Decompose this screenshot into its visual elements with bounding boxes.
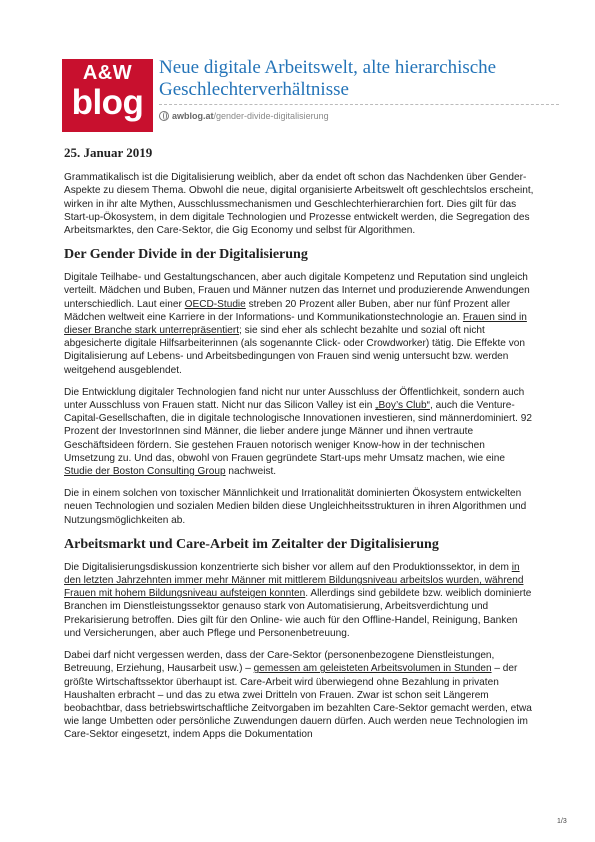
paragraph: Dabei darf nicht vergessen werden, dass der Care-Sektor (personenbezogene Dienstleistungen, Betreuung, Erziehung, Hausarbeit usw.) – gemessen am geleisteten Arbeitsvolumen in Stunden – der größte Wirtschaftssektor überhaupt ist. Care-Arbeit wird überwiegend ohne Bezahlung in privaten Haushalten erbracht – und das zu etwa zwei Dritteln von Frauen. Zwar ist schon seit Längerem beobachtbar, dass betriebswirtschaftliche Zeitvorgaben im bezahlten Care-Sektor gemacht werden, etwa wie lange Umbetten oder persönliche Zuwendungen dauern dürfen. Auch werden neue Technologien im Care-Sektor eingesetzt, indem Apps die Dokumentation xyxy=(64,650,532,741)
logo-line-1: A&W xyxy=(82,62,133,84)
link-frauen-unterrepraesentiert[interactable]: Frauen sind in dieser Branche stark unterrepräsentiert xyxy=(64,311,527,337)
link-boston-consulting-study[interactable]: Studie der Boston Consulting Group xyxy=(64,466,226,478)
header-divider xyxy=(159,104,559,105)
link-oecd-studie[interactable]: OECD-Studie xyxy=(184,298,246,310)
url-path: /gender-divide-digitalisierung xyxy=(213,111,329,121)
source-url[interactable] xyxy=(159,111,329,121)
paragraph: Die Digitalisierungsdiskussion konzentrierte sich bisher vor allem auf den Produktionssektor, in dem in den letzten Jahrzehnten immer mehr Männer mit mittlerem Bildungsniveau arbeitslos wurden, während Frauen mit hohem Bildungsniveau aufsteigen konnten. Allerdings sind gebildete bzw. weiblich dominierte Branchen im Dienstleistungssektor genauso stark von Automatisierung, Arbeitsverdichtung und Prekarisierung betroffen. Dies gilt für den Online- wie auch für den Offline-Handel, Reinigung, Banken und Versicherungen, aber auch Pflege und Personenbetreuung. xyxy=(64,561,532,639)
paragraph: Die in einem solchen von toxischer Männlichkeit und Irrationalität dominierten Ökosystem entwickelten neuen Technologien und sozialen Medien bilden diese Ungleichheitsstrukturen in ihren Algorithmen und Nutzungsmöglichkeiten ab. xyxy=(64,488,527,526)
page-number: 1/3 xyxy=(557,818,567,825)
intro-paragraph: Grammatikalisch ist die Digitalisierung weiblich, aber da endet oft schon das Nachdenken über Gender-Aspekte zu diesem Thema. Obwohl die neue, digital organisierte Arbeitswelt oft geschlechtslos erscheint, wirken in ihr alte Mythen, Ausschlussmechanismen und Geschlechterhierarchien fort. Dies gilt für das Start-up-Ökosystem, in dem digitale Technologien und Prozesse entwickelt werden, die Segregation des Arbeitsmarktes, den Care-Sektor, die Gig Economy und selbst für Algorithmen. xyxy=(64,172,534,237)
article-body xyxy=(64,146,534,751)
logo-line-2: blog xyxy=(71,83,144,122)
url-domain: awblog.at xyxy=(172,111,214,121)
publish-date: 25. Januar 2019 xyxy=(64,145,153,160)
globe-icon xyxy=(159,111,169,121)
aw-blog-logo[interactable] xyxy=(62,59,153,132)
paragraph: Digitale Teilhabe- und Gestaltungschancen, aber auch digitale Kompetenz und Reputation sind ungleich verteilt. Mädchen und Buben, Frauen und Männer nutzen das Internet und produzierende Anwendungen unterschiedlich. Laut einer OECD-Studie streben 20 Prozent aller Buben, aber nur fünf Prozent aller Mädchen weltweit eine Karriere in der Informations- und Kommunikationstechnologie an. Frauen sind in dieser Branche stark unterrepräsentiert; sie sind eher als schlecht bezahlte und sozial oft nicht abgesicherte digitale Hilfsarbeiterinnen (als sogenannte Click- oder Crowdworker) tätig. Die Effekte von Digitalisierung auf Lebens- und Arbeitsbedingungen von Frauen sind wenig untersucht bzw. werden weitgehend ausgeblendet. xyxy=(64,272,530,376)
section-heading: Der Gender Divide in der Digitalisierung xyxy=(64,247,308,263)
article-title: Neue digitale Arbeitswelt, alte hierarchische Geschlechterverhältnisse xyxy=(159,57,497,100)
link-arbeitslos-bildungsniveau[interactable]: in den letzten Jahrzehnten immer mehr Männer mit mittlerem Bildungsniveau arbeitslos wurden, während Frauen mit hohem Bildungsniveau aufsteigen konnten xyxy=(64,561,524,600)
link-boys-club[interactable]: „Boy’s Club“ xyxy=(375,400,430,412)
link-arbeitsvolumen[interactable]: gemessen am geleisteten Arbeitsvolumen in Stunden xyxy=(253,663,492,675)
paragraph: Die Entwicklung digitaler Technologien fand nicht nur unter Ausschluss der Öffentlichkeit, sondern auch unter Ausschluss von Frauen statt. Nicht nur das Silicon Valley ist ein „Boy’s Club“, auch die Venture-Capital-Gesellschaften, die in digitale technologische Innovationen investieren, sind männerdominiert. 92 Prozent der InvestorInnen sind Männer, die lieber andere junge Männer und ihnen vertraute Geschäftsideen fördern. Sie gestehen Frauen notorisch weniger Know-how in der technischen Umsetzung zu. Und das, obwohl von Frauen gegründete Start-ups mehr Umsatz machen, wie eine Studie der Boston Consulting Group nachweist. xyxy=(64,386,532,478)
section-heading: Arbeitsmarkt und Care-Arbeit im Zeitalter der Digitalisierung xyxy=(64,536,439,552)
